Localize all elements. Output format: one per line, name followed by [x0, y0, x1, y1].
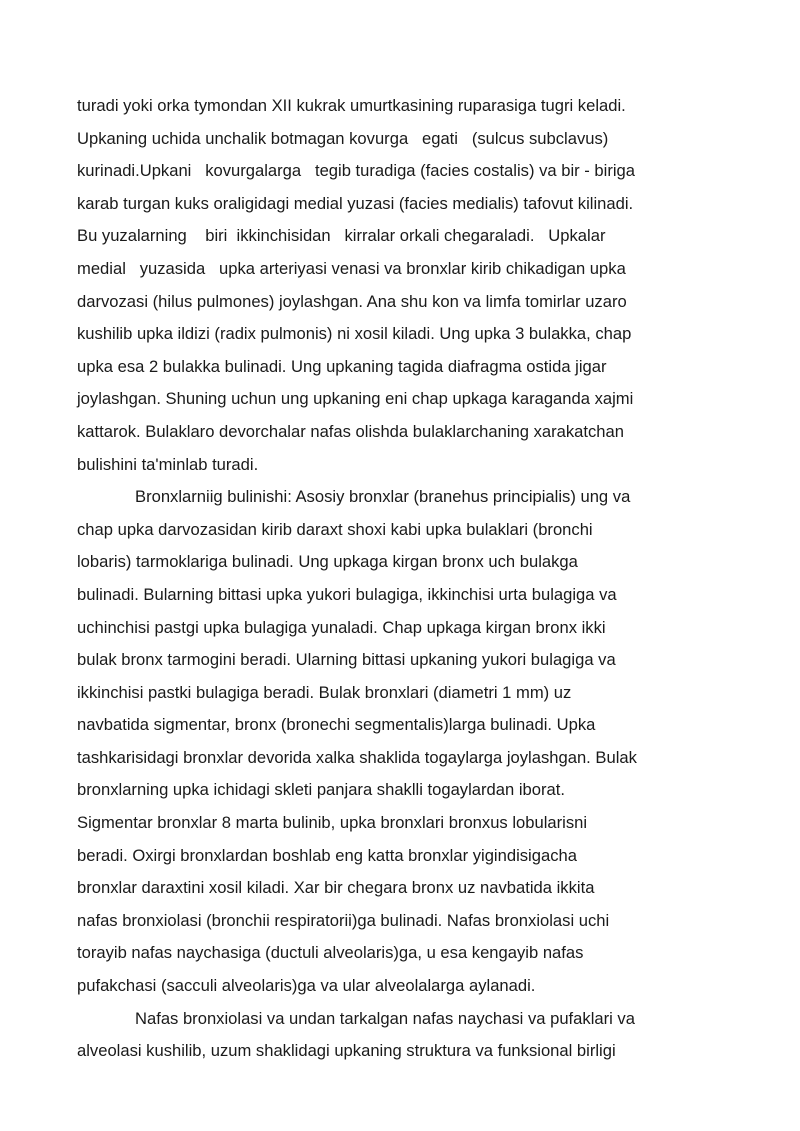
text-line: joylashgan. Shuning uchun ung upkaning eni chap upkaga karaganda xajmi: [77, 389, 634, 409]
text-line: chap upka darvozasidan kirib daraxt shoxi kabi upka bulaklari (bronchi: [77, 519, 593, 539]
text-line: alveolasi kushilib, uzum shaklidagi upkaning struktura va funksional birligi: [77, 1041, 616, 1061]
text-line: bulinadi. Bularning bittasi upka yukori bulagiga, ikkinchisi urta bulagiga va: [77, 584, 617, 604]
text-line: darvozasi (hilus pulmones) joylashgan. Ana shu kon va limfa tomirlar uzaro: [77, 291, 627, 311]
text-line: Upkaning uchida unchalik botmagan kovurga egati (sulcus subclavus): [77, 128, 609, 148]
text-line: ikkinchisi pastki bulagiga beradi. Bulak bronxlari (diametri 1 mm) uz: [77, 682, 572, 702]
text-line: pufakchasi (sacculi alveolaris)ga va ular alveolalarga aylanadi.: [77, 976, 536, 996]
text-line: kurinadi.Upkani kovurgalarga tegib turadiga (facies costalis) va bir - biriga: [77, 161, 635, 181]
text-line: medial yuzasida upka arteriyasi venasi va bronxlar kirib chikadigan upka: [77, 258, 626, 278]
paragraph: [77, 90, 757, 481]
paragraph: [77, 1003, 757, 1068]
text-line: upka esa 2 bulakka bulinadi. Ung upkaning tagida diafragma ostida jigar: [77, 356, 607, 376]
text-line: Nafas bronxiolasi va undan tarkalgan nafas naychasi va pufaklari va: [135, 1008, 635, 1028]
paragraph: [77, 481, 757, 1003]
text-line: tashkarisidagi bronxlar devorida xalka shaklida togaylarga joylashgan. Bulak: [77, 747, 637, 767]
text-line: karab turgan kuks oraligidagi medial yuzasi (facies medialis) tafovut kilinadi.: [77, 193, 634, 213]
text-line: kattarok. Bulaklaro devorchalar nafas olishda bulaklarchaning xarakatchan: [77, 421, 624, 441]
text-line: bronxlar daraxtini xosil kiladi. Xar bir chegara bronx uz navbatida ikkita: [77, 878, 595, 898]
text-line: turadi yoki orka tymondan XII kukrak umurtkasining ruparasiga tugri keladi.: [77, 96, 626, 115]
text-line: nafas bronxiolasi (bronchii respiratorii)ga bulinadi. Nafas bronxiolasi uchi: [77, 910, 610, 930]
text-line: Bu yuzalarning biri ikkinchisidan kirralar orkali chegaraladi. Upkalar: [77, 226, 606, 246]
text-line: Bronxlarniig bulinishi: Asosiy bronxlar (branehus principialis) ung va: [135, 487, 631, 507]
text-line: beradi. Oxirgi bronxlardan boshlab eng katta bronxlar yigindisigacha: [77, 845, 577, 865]
text-line: kushilib upka ildizi (radix pulmonis) ni xosil kiladi. Ung upka 3 bulakka, chap: [77, 324, 632, 344]
text-line: navbatida sigmentar, bronx (bronechi segmentalis)larga bulinadi. Upka: [77, 715, 596, 735]
text-line: Sigmentar bronxlar 8 marta bulinib, upka bronxlari bronxus lobularisni: [77, 813, 588, 833]
body-text: [77, 90, 757, 1068]
text-line: torayib nafas naychasiga (ductuli alveolaris)ga, u esa kengayib nafas: [77, 943, 584, 963]
text-line: bulak bronx tarmogini beradi. Ularning bittasi upkaning yukori bulagiga va: [77, 650, 616, 670]
text-line: uchinchisi pastgi upka bulagiga yunaladi. Chap upkaga kirgan bronx ikki: [77, 617, 606, 637]
text-line: lobaris) tarmoklariga bulinadi. Ung upkaga kirgan bronx uch bulakga: [77, 552, 578, 572]
text-line: bulishini ta'minlab turadi.: [77, 454, 259, 474]
text-line: bronxlarning upka ichidagi skleti panjara shaklli togaylardan iborat.: [77, 780, 565, 800]
